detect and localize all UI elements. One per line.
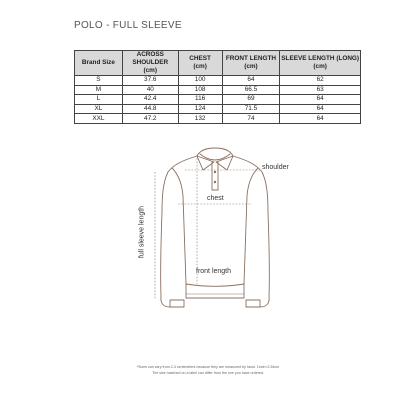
cell-shoulder: 47.2 <box>122 114 178 124</box>
header-unit: (cm) <box>313 63 327 70</box>
cell-chest: 108 <box>178 85 222 95</box>
cell-chest: 124 <box>178 104 222 114</box>
cell-sleeve-length: 63 <box>280 85 361 95</box>
placket-buttons <box>214 171 216 183</box>
cell-chest: 116 <box>178 95 222 105</box>
header-label: SLEEVE LENGTH (LONG) <box>281 55 360 62</box>
header-unit: (cm) <box>143 67 157 74</box>
cell-front-length: 64 <box>222 76 280 86</box>
footnote-line-1: *Sizes can vary from 2-3 centimeters because they are measured by hand. 1inch=2.54cm <box>136 365 280 369</box>
cell-size: S <box>75 76 123 86</box>
chest-label: chest <box>207 195 224 202</box>
cell-sleeve-length: 64 <box>280 104 361 114</box>
header-unit: (cm) <box>193 63 207 70</box>
header-unit: (cm) <box>244 63 258 70</box>
cell-front-length: 69 <box>222 95 280 105</box>
page-title: POLO - FULL SLEEVE <box>74 20 182 31</box>
button-icon <box>214 171 216 173</box>
cell-chest: 132 <box>178 114 222 124</box>
cell-shoulder: 44.8 <box>122 104 178 114</box>
cell-size: L <box>75 95 123 105</box>
button-icon <box>214 181 216 183</box>
cell-size: M <box>75 85 123 95</box>
cell-front-length: 74 <box>222 114 280 124</box>
sleeve-length-label: full sleeve length <box>138 205 146 259</box>
cell-chest: 100 <box>178 76 222 86</box>
cell-sleeve-length: 62 <box>280 76 361 86</box>
footnote-line-2: The size matched on a label can differ from the one you have ordered. <box>152 371 264 375</box>
cell-shoulder: 42.4 <box>122 95 178 105</box>
header-label: CHEST <box>189 55 211 62</box>
cell-size: XXL <box>75 114 123 124</box>
cell-front-length: 66.5 <box>222 85 280 95</box>
header-label: ACROSS SHOULDER <box>132 51 169 66</box>
front-length-label: front length <box>196 268 232 275</box>
cell-shoulder: 37.6 <box>122 76 178 86</box>
header-label: Brand Size <box>81 59 115 66</box>
shoulder-label: shoulder <box>262 164 289 171</box>
cell-sleeve-length: 64 <box>280 114 361 124</box>
cell-sleeve-length: 64 <box>280 95 361 105</box>
cell-shoulder: 40 <box>122 85 178 95</box>
header-label: FRONT LENGTH <box>225 55 276 62</box>
cell-front-length: 71.5 <box>222 104 280 114</box>
cell-size: XL <box>75 104 123 114</box>
